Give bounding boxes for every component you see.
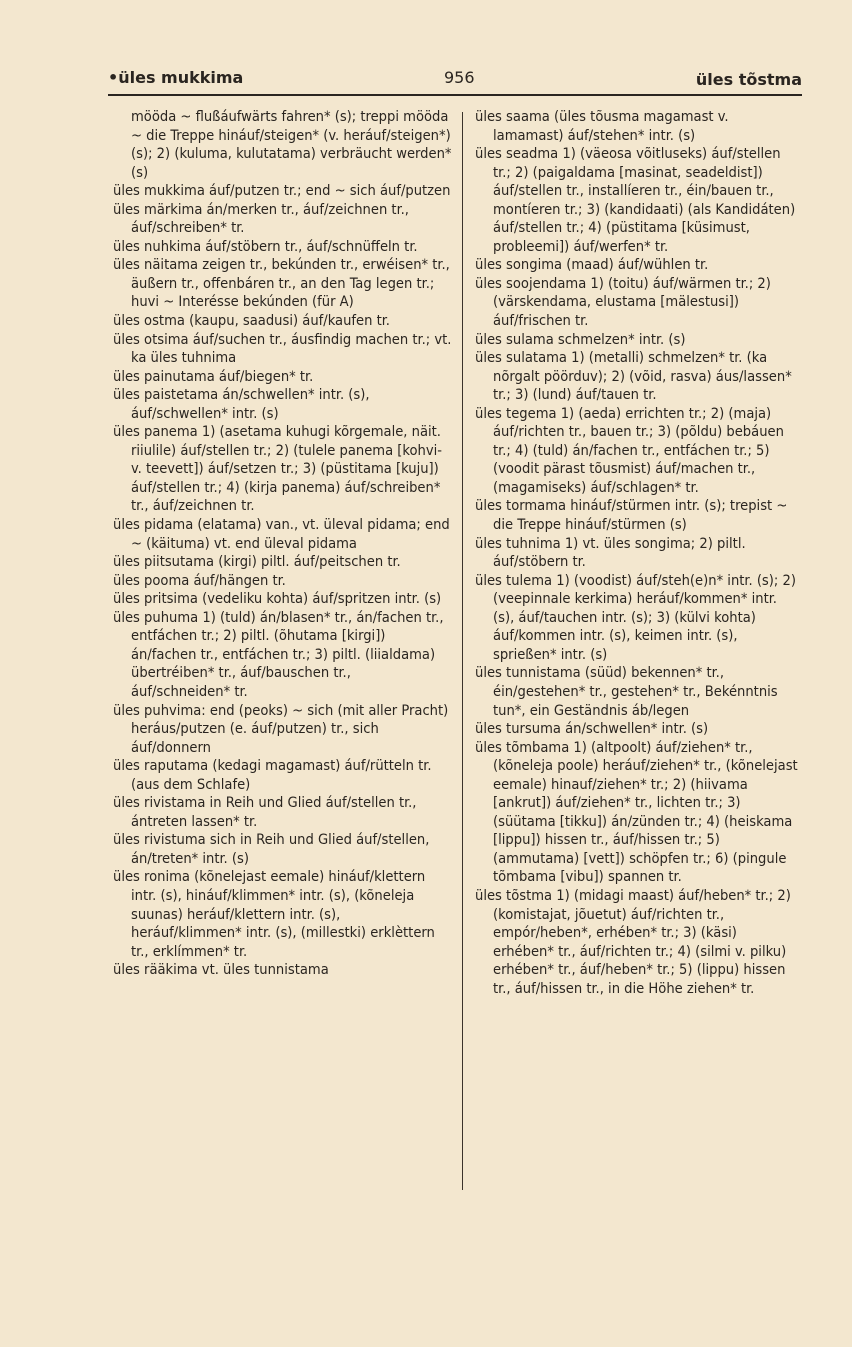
dictionary-entry: üles rivistama in Reih und Glied áuf/stellen tr., ántreten lassen* tr. [113,794,417,830]
dictionary-entry: üles paistetama án/schwellen* intr. (s), áuf/schwellen* intr. (s) [113,386,370,422]
page-number: 956 [444,68,475,87]
header-right-guide-word: üles tõstma [695,70,802,89]
dictionary-entry: üles märkima án/merken tr., áuf/zeichnen tr., áuf/schreiben* tr. [113,200,409,237]
dictionary-entry: üles tursuma án/schwellen* intr. (s) [475,720,709,738]
dictionary-entry: üles panema 1) (asetama kuhugi kõrgemale, näit. riiulile) áuf/stellen tr.; 2) (tulele panema [kohvi- v. teevett]) áuf/setzen tr.; 3) (püstitama [kuju]) áuf/stellen tr.; 4) (kirja panema) áuf/schreiben* tr., áuf/zeichnen tr. [113,423,443,515]
dictionary-entry: üles näitama zeigen tr., bekúnden tr., erwéisen* tr., äußern tr., offenbáren tr., an den Tag legen tr.; huvi ~ Interésse bekúnden (für A) [113,256,450,311]
dictionary-entry: üles tormama hináuf/stürmen intr. (s); trepist ~ die Treppe hináuf/stürmen (s) [475,497,788,534]
dictionary-entry: mööda ~ flußáufwärts fahren* (s); treppi mööda ~ die Treppe hináuf/steigen* (v. heráuf/steigen*) (s); 2) (kuluma, kulutatama) verbräucht werden* (s) [131,108,452,181]
right-column [475,108,800,998]
dictionary-entry: üles ronima (kõnelejast eemale) hináuf/klettern intr. (s), hináuf/klimmen* intr. (s), (kõneleja suunas) heráuf/klettern intr. (s), heráuf/klimmen* intr. (s), (millestki) erklèttern tr., erklímmen* tr. [113,868,435,960]
dictionary-entry: üles tulema 1) (voodist) áuf/steh(e)n* intr. (s); 2) (veepinnale kerkima) heráuf/kommen* intr. (s), áuf/tauchen intr. (s); 3) (külvi kohta) áuf/kommen intr. (s), keimen intr. (s), sprießen* intr. (s) [475,571,796,663]
dictionary-entry: üles seadma 1) (väeosa võitluseks) áuf/stellen tr.; 2) (paigaldama [masinat, seadeldist]) áuf/stellen tr., installíeren tr., éin/bauen tr., montíeren tr.; 3) (kandidaati) (als Kandidáten) áuf/stellen tr.; 4) (püstitama [küsimust, probleemi]) áuf/werfen* tr. [475,145,796,255]
dictionary-entry: üles painutama áuf/biegen* tr. [113,367,314,385]
page-header [108,64,802,96]
dictionary-entry: üles puhuma 1) (tuld) án/blasen* tr., án/fachen tr., entfáchen tr.; 2) piltl. (õhutama [kirgi]) án/fachen tr., entfáchen tr.; 3) piltl. (liialdama) übertréiben* tr., áuf/bauschen tr., áuf/schneiden* tr. [113,608,444,700]
dictionary-entry: üles tuhnima 1) vt. üles songima; 2) piltl. áuf/stöbern tr. [475,534,746,571]
dictionary-entry: üles tegema 1) (aeda) errichten tr.; 2) (maja) áuf/richten tr., bauen tr.; 3) (põldu) bebáuen tr.; 4) (tuld) án/fachen tr., entfáchen tr.; 5) (voodit pärast tõusmist) áuf/machen tr., (magamiseks) áuf/schlagen* tr. [475,404,784,496]
header-left-guide-word: •üles mukkima [108,68,244,87]
dictionary-entry: üles sulama schmelzen* intr. (s) [475,330,686,348]
dictionary-entry: üles pritsima (vedeliku kohta) áuf/spritzen intr. (s) [113,590,442,608]
dictionary-entry: üles sulatama 1) (metalli) schmelzen* tr. (ka nõrgalt pöörduv); 2) (võid, rasva) áus/lassen* tr.; 3) (lund) áuf/tauen tr. [475,349,792,404]
dictionary-entry: üles nuhkima áuf/stöbern tr., áuf/schnüffeln tr. [113,237,418,255]
dictionary-entry: üles mukkima áuf/putzen tr.; end ~ sich áuf/putzen [113,182,451,200]
dictionary-entry: üles rivistuma sich in Reih und Glied áuf/stellen, án/treten* intr. (s) [113,831,430,867]
dictionary-entry: üles otsima áuf/suchen tr., áusfindig machen tr.; vt. ka üles tuhnima [113,330,452,367]
dictionary-entry: üles pidama (elatama) van., vt. üleval pidama; end ~ (käituma) vt. end üleval pidama [113,516,450,552]
dictionary-entry: üles tõmbama 1) (altpoolt) áuf/ziehen* tr., (kõneleja poole) heráuf/ziehen* tr., (kõnelejast eemale) hinauf/ziehen* tr.; 2) (hiivama [ankrut]) áuf/ziehen* tr., lichten tr.; 3) (süütama [tikku]) án/zünden tr.; 4) (heiskama [lippu]) hissen tr., áuf/hissen tr.; 5) (ammutama) [vett]) schöpfen tr.; 6) (pingule tõmbama [vibu]) spannen tr. [475,738,798,886]
dictionary-entry: üles soojendama 1) (toitu) áuf/wärmen tr.; 2) (värskendama, elustama [mälestusi]) áuf/frischen tr. [475,274,771,330]
dictionary-entry: üles puhvima: end (peoks) ~ sich (mit aller Pracht) heráus/putzen (e. áuf/putzen) tr., sich áuf/donnern [113,701,449,756]
dictionary-entry: üles songima (maad) áuf/wühlen tr. [475,256,709,274]
column-divider [462,112,463,1190]
dictionary-entry: üles pooma áuf/hängen tr. [113,571,286,589]
dictionary-entry: üles raputama (kedagi magamast) áuf/rütteln tr. (aus dem Schlafe) [113,757,432,793]
dictionary-entry: üles tõstma 1) (midagi maast) áuf/heben* tr.; 2) (komistajat, jõuetut) áuf/richten tr., empór/heben*, erhében* tr.; 3) (käsi) erhében* tr., áuf/richten tr.; 4) (silmi v. pilku) erhében* tr., áuf/heben* tr.; 5) (lippu) hissen tr., áuf/hissen tr., in die Höhe ziehen* tr. [475,886,791,997]
dictionary-entry: üles ostma (kaupu, saadusi) áuf/kaufen tr. [113,312,390,330]
dictionary-entry: üles rääkima vt. üles tunnistama [113,961,329,979]
dictionary-entry: üles saama (üles tõusma magamast v. lamamast) áuf/stehen* intr. (s) [475,108,729,144]
dictionary-entry: üles piitsutama (kirgi) piltl. áuf/peitschen tr. [113,553,401,571]
dictionary-entry: üles tunnistama (süüd) bekennen* tr., éin/gestehen* tr., gestehen* tr., Bekénntnis tun*, ein Geständnis áb/legen [475,664,778,719]
left-column [113,108,453,980]
